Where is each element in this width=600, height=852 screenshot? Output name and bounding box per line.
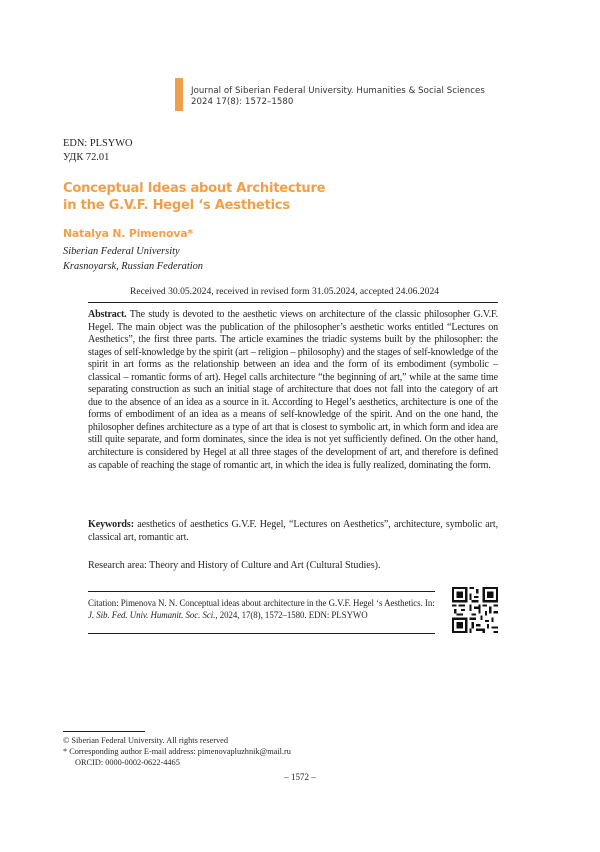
keywords-label: Keywords:: [88, 519, 134, 530]
journal-header: [191, 86, 485, 108]
abstract: [88, 309, 498, 472]
author-location: Krasnoyarsk, Russian Federation: [63, 261, 203, 272]
citation-top-rule: [88, 591, 435, 592]
journal-issue: 2024 17(8): 1572–1580: [191, 97, 294, 107]
title-line-2: in the G.V.F. Hegel ‘s Aesthetics: [63, 198, 290, 213]
author-name: Natalya N. Pimenova*: [63, 227, 193, 240]
abstract-divider: [88, 302, 498, 303]
abstract-label: Abstract.: [88, 309, 127, 320]
research-area: Research area: Theory and History of Culture and Art (Cultural Studies).: [88, 560, 381, 571]
author-affiliation: Siberian Federal University: [63, 246, 180, 257]
citation-prefix: Citation: Pimenova N. N. Conceptual ideas about architecture in the G.V.F. Hegel ‘s Aesthetics. In:: [88, 598, 435, 608]
citation: [88, 598, 438, 621]
title-line-1: Conceptual Ideas about Architecture: [63, 181, 326, 196]
journal-accent-bar: [175, 78, 183, 111]
page-number: – 1572 –: [284, 772, 316, 782]
footnote-orcid: ORCID: 0000-0002-0622-4465: [75, 758, 180, 767]
abstract-text: The study is devoted to the aesthetic views on architecture of the classic philosopher G.V.F. Hegel. The main object was the publication of the philosopher’s aesthetic works entitled “Lectures on Aesthetics”, the first three parts. The article examines the triadic systems built by the philosopher: the stages of self-knowledge by the spirit (art – religion – philosophy) and the stages of self-knowledge of the spirit in art forms as the relationship between an idea and the form of its embodiment (symbolic – classical – romantic forms of art). Hegel calls architecture “the beginning of art,” while at the same time separating construction as such an initial stage of architecture that does not fall into the category of art due to the absence of an idea as a source in it. According to Hegel’s aesthetics, architecture is one of the forms of embodiment of an idea as a means of self-knowledge of the spirit. And on the one hand, the philosopher defines architecture as a type of art that is closest to symbolic art, in which form and idea are still quite separate, and form dominates, since the idea is not yet sufficiently defined. On the other hand, architecture is considered by Hegel at all three stages of the development of art, and therefore is defined as capable of reaching the stage of romantic art, in which the idea is fully realized, dominating the form.: [88, 309, 498, 471]
qr-code-icon[interactable]: [452, 587, 498, 633]
footnote-corresponding: * Corresponding author E-mail address: pimenovapluzhnik@mail.ru: [63, 747, 291, 756]
keywords: [88, 519, 498, 544]
edn-code: EDN: PLSYWO: [63, 138, 133, 149]
article-title: [63, 180, 363, 214]
footnote-copyright: © Siberian Federal University. All rights reserved: [63, 736, 228, 745]
citation-journal: J. Sib. Fed. Univ. Humanit. Soc. Sci.: [88, 609, 216, 620]
keywords-text: aesthetics of aesthetics G.V.F. Hegel, “Lectures on Aesthetics”, architecture, symbolic art, classical art, romantic art.: [88, 519, 498, 543]
udk-code: УДК 72.01: [63, 152, 110, 163]
footnote-rule: [63, 731, 145, 732]
citation-bottom-rule: [88, 633, 435, 634]
received-dates: Received 30.05.2024, received in revised form 31.05.2024, accepted 24.06.2024: [130, 286, 440, 297]
citation-suffix: , 2024, 17(8), 1572–1580. EDN: PLSYWO: [215, 609, 368, 620]
journal-name: Journal of Siberian Federal University. Humanities & Social Sciences: [191, 86, 485, 96]
